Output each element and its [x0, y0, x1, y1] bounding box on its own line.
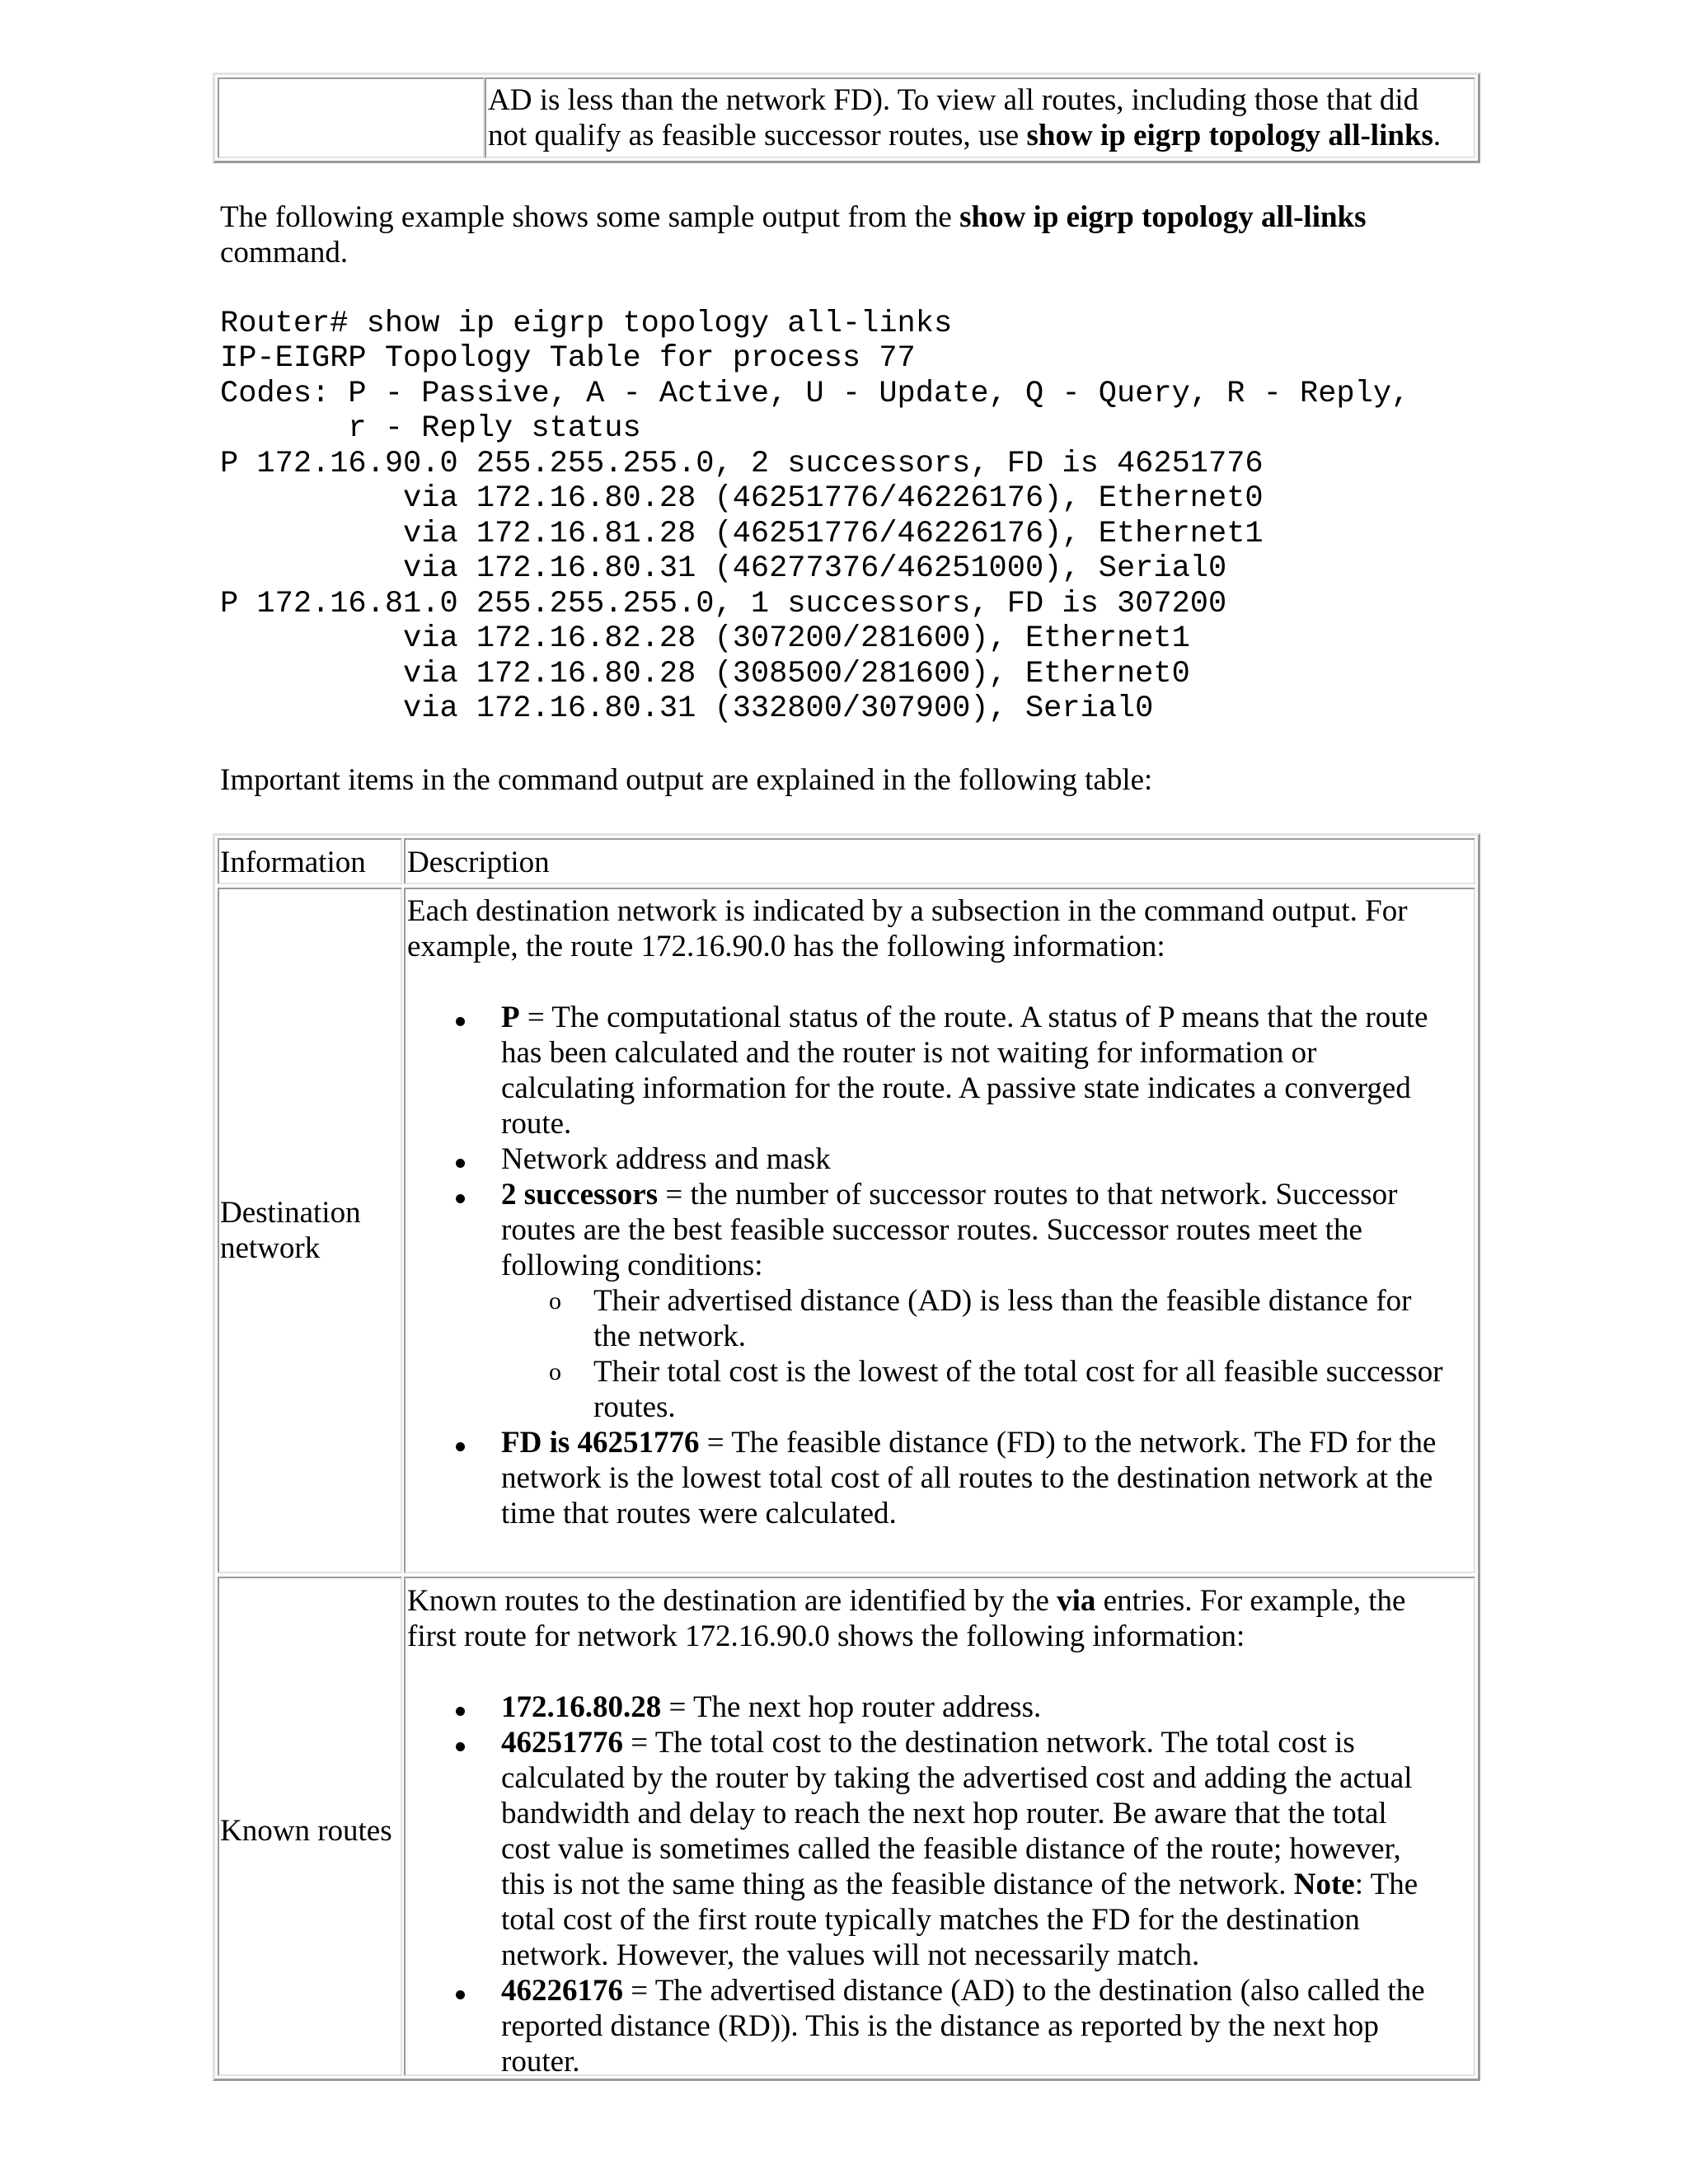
cli-line: P 172.16.90.0 255.255.255.0, 2 successors, FD is 46251776 [220, 447, 1264, 481]
cli-line: via 172.16.81.28 (46251776/46226176), Ethernet1 [220, 517, 1264, 551]
bullet-total-cost-line1: 46251776 = The total cost to the destination network. The total cost is [501, 1726, 1355, 1760]
bullet-icon [456, 1707, 465, 1716]
cli-line: Codes: P - Passive, A - Active, U - Update, Q - Query, R - Reply, [220, 377, 1410, 411]
bullet-ad-line3: router. [501, 2045, 580, 2079]
sub-bullet-icon: o [549, 1358, 561, 1385]
bullet-successors-line3: following conditions: [501, 1249, 763, 1282]
known-intro-line2: first route for network 172.16.90.0 shows the following information: [407, 1619, 1245, 1653]
bullet-total-cost-line3: bandwidth and delay to reach the next hop router. Be aware that the total [501, 1797, 1387, 1830]
bullet-total-cost-line5: this is not the same thing as the feasible distance of the network. Note: The [501, 1868, 1418, 1901]
bullet-status-line3: calculating information for the route. A passive state indicates a converged [501, 1071, 1411, 1105]
top-table-empty-cell [218, 77, 485, 158]
cli-line: via 172.16.80.31 (46277376/46251000), Serial0 [220, 551, 1227, 586]
known-intro-line1: Known routes to the destination are identified by the via entries. For example, the [407, 1584, 1406, 1618]
bullet-ad-line2: reported distance (RD)). This is the distance as reported by the next hop [501, 2009, 1379, 2043]
top-table-line2: not qualify as feasible successor routes, use show ip eigrp topology all-links. [488, 119, 1442, 152]
header-description: Description [407, 846, 550, 879]
cli-line: via 172.16.80.31 (332800/307900), Serial0 [220, 691, 1154, 726]
top-table-line1: AD is less than the network FD). To view all routes, including those that did [488, 83, 1419, 117]
bullet-successors-line2: routes are the best feasible successor routes. Successor routes meet the [501, 1213, 1362, 1247]
sub-bullet-cost-line2: routes. [593, 1390, 676, 1424]
sub-bullet-icon: o [549, 1287, 561, 1315]
bullet-status-line1: P = The computational status of the route. A status of P means that the route [501, 1001, 1428, 1034]
dest-intro-line2: example, the route 172.16.90.0 has the following information: [407, 930, 1165, 963]
bullet-status-line2: has been calculated and the router is not waiting for information or [501, 1036, 1317, 1070]
dest-intro-line1: Each destination network is indicated by a subsection in the command output. For [407, 894, 1408, 928]
cli-line: IP-EIGRP Topology Table for process 77 [220, 341, 916, 376]
bullet-total-cost-line4: cost value is sometimes called the feasible distance of the route; however, [501, 1832, 1401, 1866]
bullet-icon [456, 1742, 465, 1751]
bullet-icon [456, 1159, 465, 1168]
bullet-icon [456, 1017, 465, 1026]
bullet-successors-line1: 2 successors = the number of successor routes to that network. Successor [501, 1178, 1398, 1212]
bullet-fd-line2: network is the lowest total cost of all routes to the destination network at the [501, 1461, 1433, 1495]
cli-line: via 172.16.80.28 (46251776/46226176), Ethernet0 [220, 481, 1264, 516]
table-intro: Important items in the command output are explained in the following table: [220, 763, 1153, 797]
cli-line: via 172.16.80.28 (308500/281600), Ethernet0 [220, 657, 1190, 691]
sub-bullet-cost-line1: Their total cost is the lowest of the total cost for all feasible successor [593, 1355, 1443, 1389]
bullet-ad-line1: 46226176 = The advertised distance (AD) to the destination (also called the [501, 1974, 1425, 2008]
bullet-status-line4: route. [501, 1107, 572, 1141]
bullet-icon [456, 1442, 465, 1451]
command-name: show ip eigrp topology all-links [1026, 119, 1433, 152]
bullet-icon [456, 1194, 465, 1203]
bullet-fd-line1: FD is 46251776 = The feasible distance (FD) to the network. The FD for the [501, 1426, 1437, 1460]
bullet-icon [456, 1990, 465, 1999]
cli-line: via 172.16.82.28 (307200/281600), Ethernet1 [220, 621, 1190, 656]
bullet-network-address: Network address and mask [501, 1142, 831, 1176]
cli-line: P 172.16.81.0 255.255.255.0, 1 successors, FD is 307200 [220, 587, 1227, 621]
row-destination-label: Destination [220, 1196, 361, 1230]
bullet-next-hop: 172.16.80.28 = The next hop router address. [501, 1690, 1042, 1724]
command-name: show ip eigrp topology all-links [959, 200, 1367, 234]
bullet-total-cost-line2: calculated by the router by taking the advertised cost and adding the actual [501, 1761, 1413, 1795]
bullet-total-cost-line6: total cost of the first route typically matches the FD for the destination [501, 1903, 1360, 1937]
header-cell-description [404, 838, 1475, 884]
intro-paragraph: The following example shows some sample output from the show ip eigrp topology all-links [220, 200, 1367, 234]
bullet-total-cost-line7: network. However, the values will not necessarily match. [501, 1938, 1200, 1972]
cli-line: Router# show ip eigrp topology all-links [220, 307, 953, 341]
row-destination-label-line2: network [220, 1231, 321, 1265]
row-known-label: Known routes [220, 1814, 392, 1848]
intro-paragraph-line2: command. [220, 236, 349, 269]
bullet-fd-line3: time that routes were calculated. [501, 1497, 897, 1530]
cli-line: r - Reply status [220, 411, 641, 446]
sub-bullet-ad-line1: Their advertised distance (AD) is less than the feasible distance for [593, 1284, 1412, 1318]
sub-bullet-ad-line2: the network. [593, 1319, 746, 1353]
header-information: Information [220, 846, 366, 879]
